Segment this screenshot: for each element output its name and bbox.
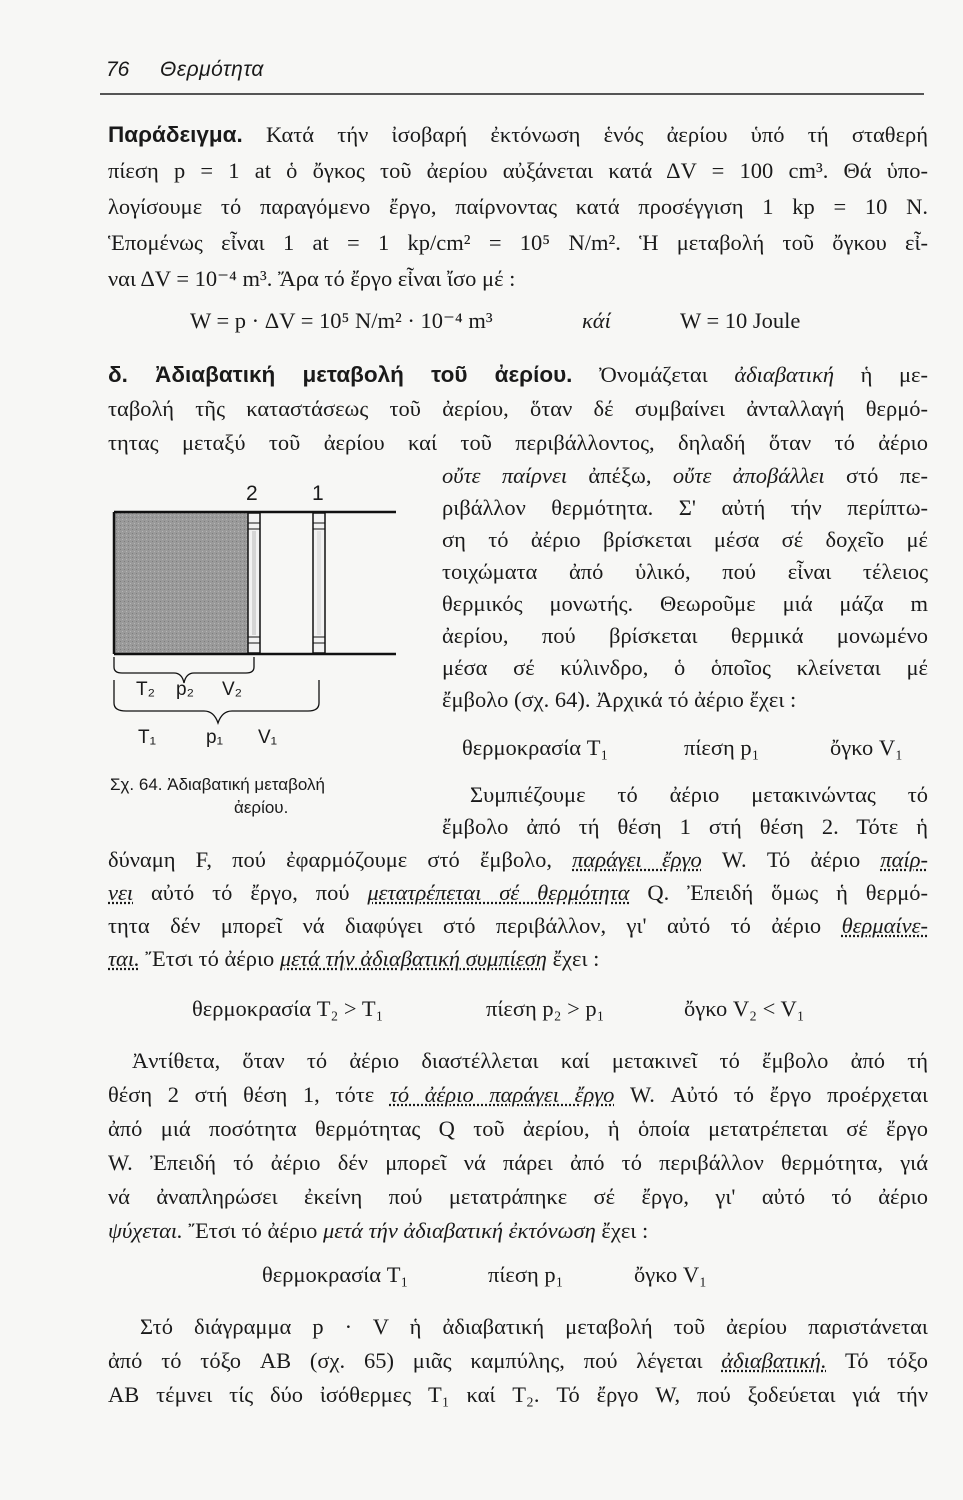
label-V1: V₁ — [258, 727, 278, 748]
example-equation: W = p · ΔV = 10⁵ N/m² · 10⁻⁴ m³ — [190, 308, 493, 333]
label-p2: p₂ — [176, 679, 194, 700]
example-line-1: Παράδειγμα. Κατά τήν ἰσοβαρή ἐκτόνωση ἑνός ἀερίου ὑπό τή σταθερή — [108, 122, 929, 147]
section-line-8: θερμικός μονωτής. Θεωροῦμε μιά μάζα m — [442, 591, 928, 616]
section-line-22: νά ἀναπληρώσει ἐκείνη πού μετατράπηκε σέ ἔργο, γι' αὐτό τό ἀέριο — [108, 1184, 928, 1209]
example-label: Παράδειγμα. — [108, 122, 243, 147]
example-line-4: Ἑπομένως εἶναι 1 at = 1 kp/cm² = 10⁵ N/m². Ἡ μεταβολή τοῦ ὄγκου εἶ- — [108, 230, 928, 255]
section-line-13: ἔμβολο ἀπό τή θέση 1 στή θέση 2. Τότε ἡ — [442, 814, 928, 839]
example-line-5: ναι ΔV = 10⁻⁴ m³. Ἄρα τό ἔργο εἶναι ἴσο μέ : — [108, 266, 516, 291]
section-line-20: ἀπό μιά ποσότητα θερμότητας Q τοῦ ἀερίου, ἡ ὁποία μετατρέπεται σέ ἔργο — [108, 1116, 928, 1141]
state2-pressure: πίεση p₂ > p₁ — [486, 996, 605, 1021]
page-number: 76 — [106, 58, 130, 81]
example-line-3: λογίσουμε τό παραγόμενο ἔργο, παίρνοντας κατά προσέγγιση 1 kp = 10 N. — [108, 194, 928, 219]
label-T2: T₂ — [136, 679, 155, 700]
state1-volume: ὄγκο V₁ — [830, 735, 904, 760]
state1-temperature: θερμοκρασία T₁ — [462, 735, 609, 760]
section-line-9: ἀερίου, πού βρίσκεται θερμικά μονωμένο — [442, 623, 928, 648]
figure-caption-line-2: ἀερίου. — [234, 798, 289, 817]
example-line-2: πίεση p = 1 at ὁ ὄγκος τοῦ ἀερίου αὐξάνεται κατά ΔV = 100 cm³. Θά ὑπο- — [108, 158, 928, 183]
example-equation-result: W = 10 Joule — [680, 308, 801, 333]
state1-pressure: πίεση p₁ — [684, 735, 760, 760]
section-line-10: μέσα σέ κύλινδρο, ὁ ὁποῖος κλείνεται μέ — [442, 655, 928, 680]
example-equation-and: κάί — [582, 308, 611, 333]
running-title: Θερμότητα — [160, 58, 264, 81]
section-line-5: ριβάλλον θερμότητα. Σ' αὐτή τήν περίπτω- — [442, 495, 928, 520]
section-heading: δ. Ἀδιαβατική μεταβολή τοῦ ἀερίου. — [108, 362, 573, 387]
state3-pressure: πίεση p₁ — [488, 1262, 564, 1287]
section-line-25: ἀπό τό τόξο AB (σχ. 65) μιᾶς καμπύλης, πού λέγεται ἀδιαβατική. Τό τόξο — [108, 1348, 928, 1373]
figure-caption-line-1: Σχ. 64. Ἀδιαβατική μεταβολή — [110, 775, 325, 794]
section-line-11: ἔμβολο (σχ. 64). Ἀρχικά τό ἀέριο ἔχει : — [442, 687, 797, 712]
section-line-7: τοιχώματα ἀπό ὑλικό, πού εἶναι τέλειος — [442, 559, 928, 584]
section-line-26: AB τέμνει τίς δύο ἰσόθερμες T₁ καί T₂. Τό ἔργο W, πού ξοδεύεται γιά τήν — [108, 1382, 928, 1407]
section-line-1: δ. Ἀδιαβατική μεταβολή τοῦ ἀερίου. Ὀνομάζεται ἀδιαβατική ἡ με- — [108, 362, 928, 387]
label-T1: T₁ — [138, 727, 157, 748]
section-line-4: οὔτε παίρνει ἀπέξω, οὔτε ἀποβάλλει στό πε- — [442, 463, 929, 488]
state2-volume: ὄγκο V₂ < V₁ — [684, 996, 805, 1021]
header-rule — [100, 93, 924, 95]
state3-temperature: θερμοκρασία T₁ — [262, 1262, 409, 1287]
state2-temperature: θερμοκρασία T₂ > T₁ — [192, 996, 384, 1021]
section-line-21: W. Ἐπειδή τό ἀέριο δέν μπορεῖ νά πάρει ἀπό τό περιβάλλον θερμότητα, γιά — [108, 1150, 928, 1175]
section-line-18: Ἀντίθετα, ὅταν τό ἀέριο διαστέλλεται καί μετακινεῖ τό ἔμβολο ἀπό τή — [132, 1048, 928, 1073]
section-line-14: δύναμη F, πού ἐφαρμόζουμε στό ἔμβολο, παράγει ἔργο W. Τό ἀέριο παίρ- — [108, 847, 929, 872]
position-1-label: 1 — [312, 482, 324, 505]
section-line-12: Συμπιέζουμε τό ἀέριο μετακινώντας τό — [470, 782, 928, 807]
section-line-23: ψύχεται. Ἔτσι τό ἀέριο μετά τήν ἀδιαβατική ἐκτόνωση ἔχει : — [108, 1218, 649, 1243]
label-p1: p₁ — [206, 727, 223, 748]
section-line-24: Στό διάγραμμα p · V ἡ ἀδιαβατική μεταβολή τοῦ ἀερίου παριστάνεται — [140, 1314, 928, 1339]
section-line-17: ται. Ἔτσι τό ἀέριο μετά τήν ἀδιαβατική συμπίεση ἔχει : — [108, 946, 600, 971]
section-line-3: τητας μεταξύ τοῦ ἀερίου καί τοῦ περιβάλλοντος, δηλαδή ὅταν τό ἀέριο — [108, 430, 928, 455]
section-line-15: νει αὐτό τό ἔργο, πού μετατρέπεται σέ θερμότητα Q. Ἐπειδή ὅμως ἡ θερμό- — [108, 880, 929, 905]
section-line-6: ση τό ἀέριο βρίσκεται μέσα σέ δοχεῖο μέ — [442, 527, 928, 552]
section-line-2: ταβολή τῆς καταστάσεως τοῦ ἀερίου, ὅταν δέ συμβαίνει ἀνταλλαγή θερμό- — [108, 396, 928, 421]
section-line-16: τητα δέν μπορεῖ νά διαφύγει στό περιβάλλον, γι' αὐτό τό ἀέριο θερμαίνε- — [108, 913, 928, 938]
gas-region — [114, 513, 250, 653]
state3-volume: ὄγκο V₁ — [634, 1262, 708, 1287]
label-V2: V₂ — [222, 679, 243, 700]
section-line-19: θέση 2 στή θέση 1, τότε τό ἀέριο παράγει ἔργο W. Αὐτό τό ἔργο προέρχεται — [108, 1082, 928, 1107]
position-2-label: 2 — [246, 482, 258, 505]
